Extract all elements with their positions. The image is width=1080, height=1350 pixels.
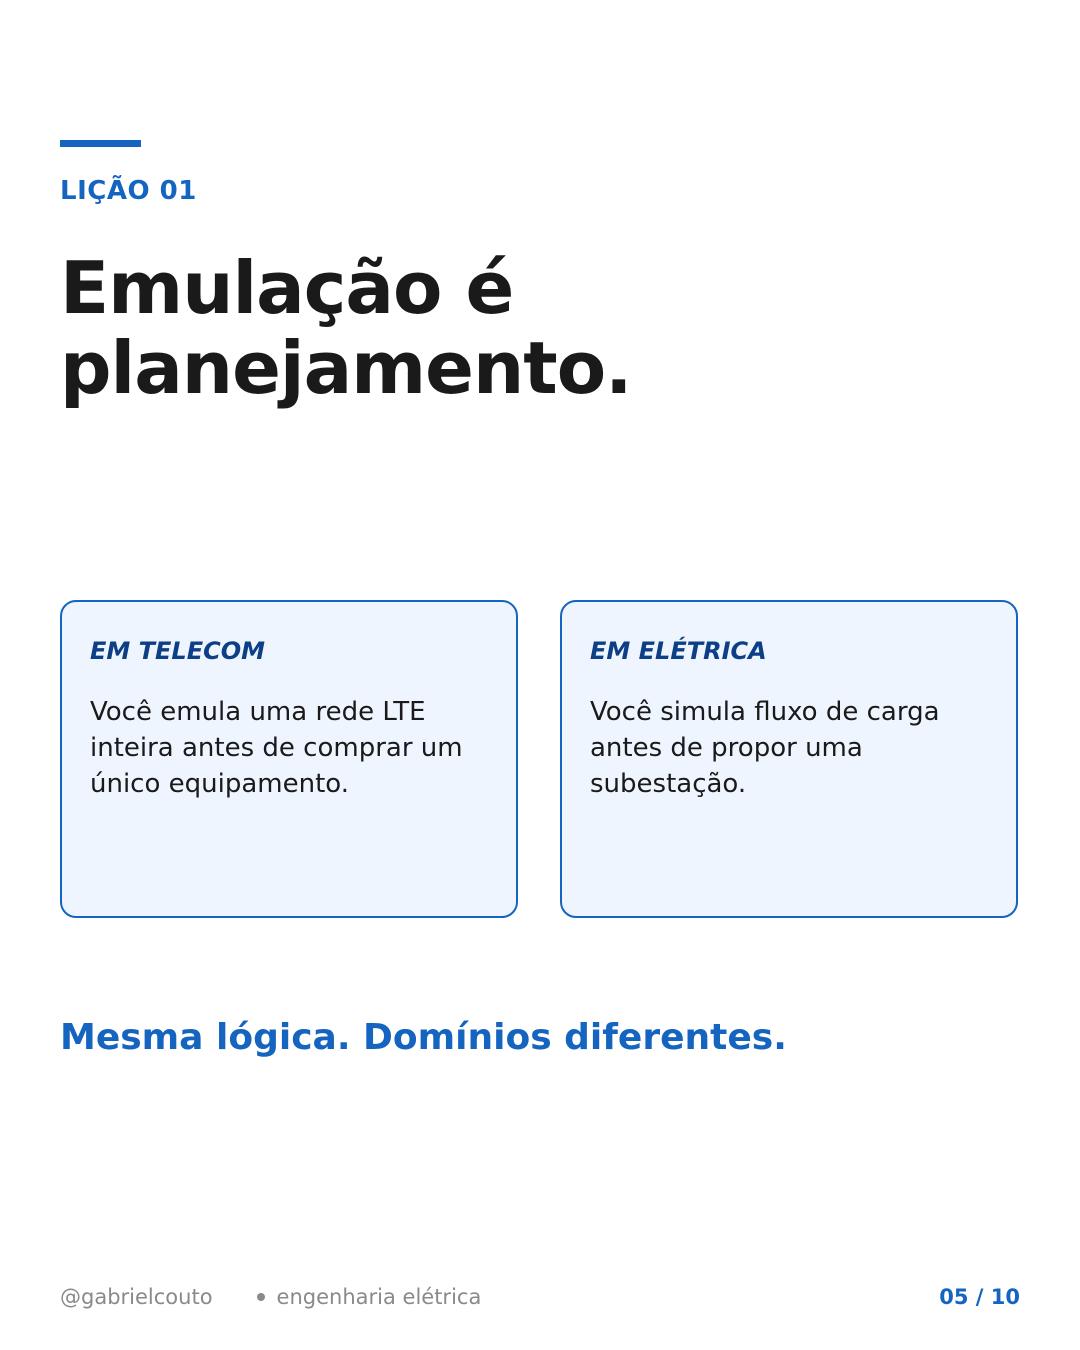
- tagline: Mesma lógica. Domínios diferentes.: [60, 1017, 787, 1058]
- footer-handle: @gabrielcouto: [60, 1285, 213, 1309]
- lesson-eyebrow: LIÇÃO 01: [60, 176, 197, 206]
- bullet-dot-icon: [257, 1293, 265, 1301]
- card-telecom-text: Você emula uma rede LTE inteira antes de comprar um único equipamento.: [90, 697, 463, 799]
- footer-topic: engenharia elétrica: [276, 1285, 482, 1309]
- card-eletrica-text: Você simula fluxo de carga antes de propor uma subestação.: [590, 697, 940, 799]
- card-eletrica-label: EM ELÉTRICA: [590, 637, 767, 665]
- page-title: Emulação é planejamento.: [60, 246, 632, 410]
- card-telecom: [60, 600, 518, 918]
- card-eletrica: [560, 600, 1018, 918]
- footer: [60, 1282, 1020, 1312]
- card-telecom-label: EM TELECOM: [90, 637, 265, 665]
- accent-bar: [60, 140, 141, 147]
- page-counter: 05 / 10: [939, 1285, 1020, 1309]
